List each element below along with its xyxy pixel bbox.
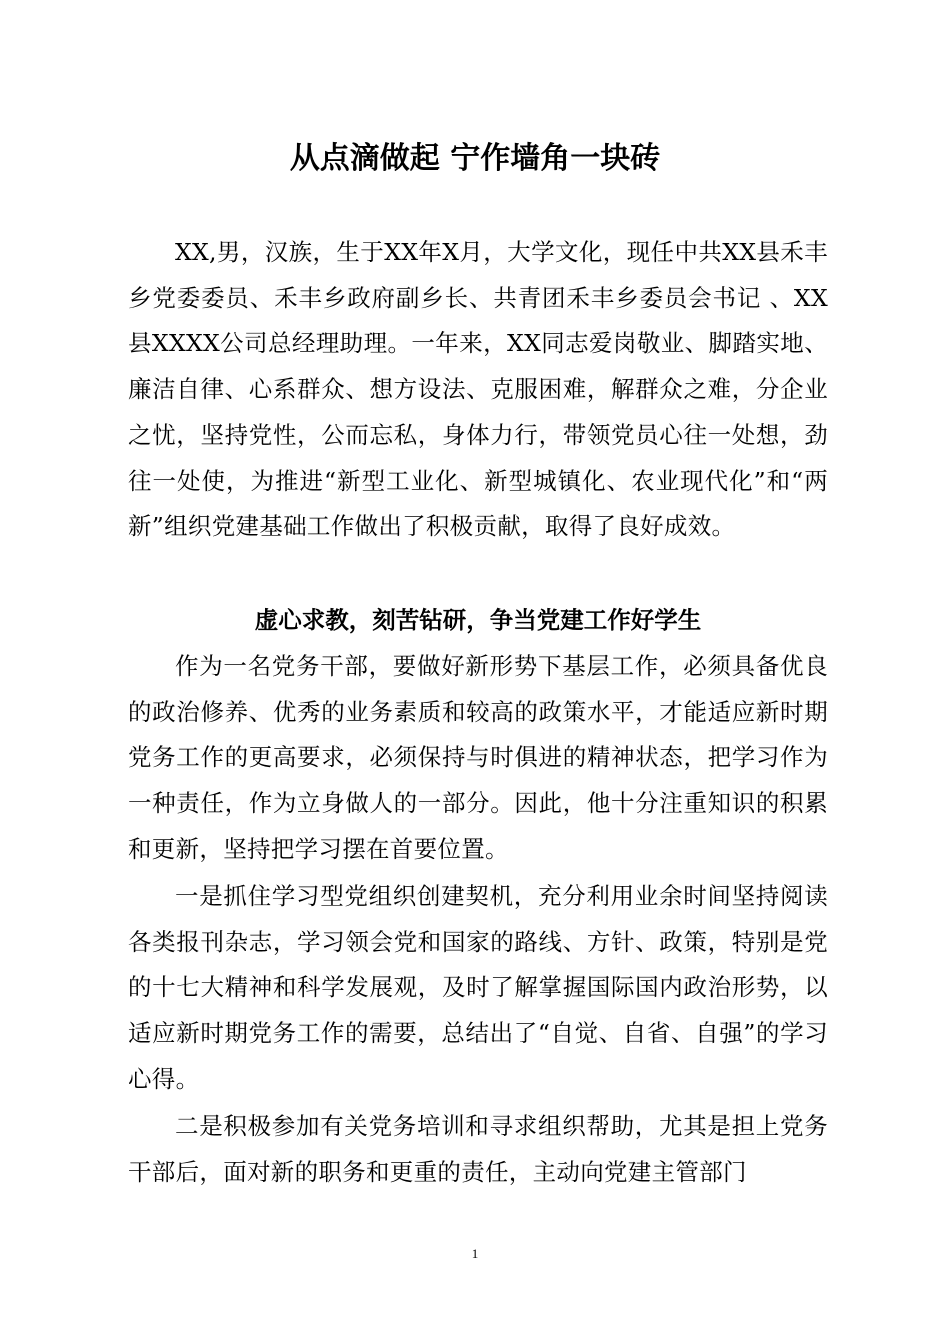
body-paragraph: 一是抓住学习型党组织创建契机，充分利用业余时间坚持阅读各类报刊杂志，学习领会党和国家的路线、方针、政策，特别是党的十七大精神和科学发展观，及时了解掌握国际国内政治形势，以适应新时期党务工作的需要，总结出了“自觉、自省、自强”的学习心得。: [128, 882, 828, 1093]
intro-paragraph: XX,男，汉族，生于XX年X月，大学文化，现任中共XX县禾丰乡党委委员、禾丰乡政府副乡长、共青团禾丰乡委员会书记 、XX县XXXX公司总经理助理。一年来，XX同志爱岗敬业、脚踏实地、廉洁自律、心系群众、想方设法、克服困难，解群众之难，分企业之忧，坚持党性，公而忘私，身体力行，带领党员心往一处想，劲往一处使，为推进“新型工业化、新型城镇化、农业现代化”和“两新”组织党建基础工作做出了积极贡献，取得了良好成效。: [128, 238, 828, 541]
document-title: 从点滴做起 宁作墙角一块砖: [289, 141, 661, 176]
body-paragraph: 作为一名党务干部，要做好新形势下基层工作，必须具备优良的政治修养、优秀的业务素质和较高的政策水平，才能适应新时期党务工作的更高要求，必须保持与时俱进的精神状态，把学习作为一种责任，作为立身做人的一部分。因此，他十分注重知识的积累和更新，坚持把学习摆在首要位置。: [128, 652, 828, 863]
section-heading: 虚心求教，刻苦钻研，争当党建工作好学生: [254, 606, 702, 634]
body-paragraph: 二是积极参加有关党务培训和寻求组织帮助，尤其是担上党务干部后，面对新的职务和更重的责任，主动向党建主管部门: [128, 1112, 828, 1186]
page-number: 1: [471, 1246, 479, 1261]
